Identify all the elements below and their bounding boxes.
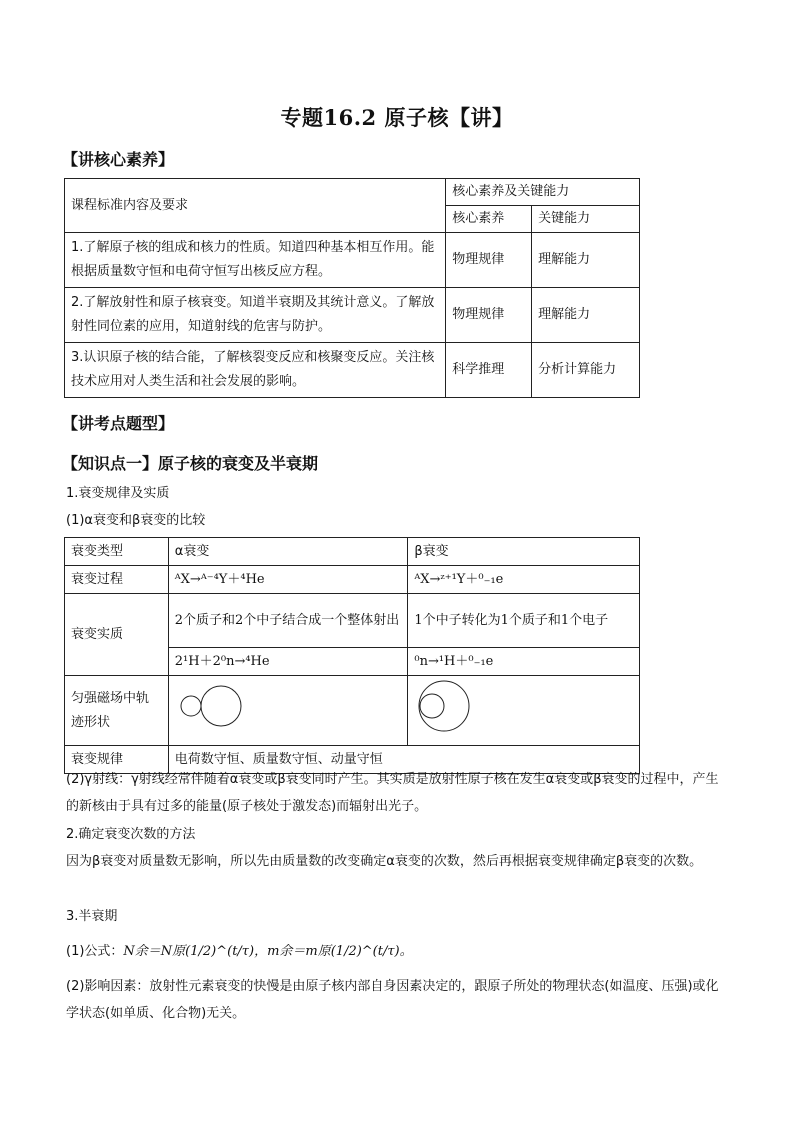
alpha-track-circles [175, 676, 265, 736]
decay-comparison-table [64, 537, 640, 774]
subheading-comparison: (1)α衰变和β衰变的比较 [66, 513, 206, 528]
table1-sub-key: 关键能力 [532, 206, 640, 233]
table1-row-requirement: 2.了解放射性和原子核衰变。知道半衰期及其统计意义。了解放射性同位素的应用，知道射线的危害与防护。 [65, 288, 446, 343]
subheading-half-life: 3.半衰期 [66, 909, 118, 924]
small-track-circle [420, 694, 444, 718]
table1-row-key: 分析计算能力 [532, 343, 640, 398]
beta-decay-equation: ᴬX→ᶻ⁺¹Y＋⁰₋₁e [408, 566, 640, 594]
table2-essence-label: 衰变实质 [65, 594, 169, 676]
half-life-formula [66, 938, 413, 965]
large-track-circle [201, 686, 241, 726]
influence-factors-paragraph: (2)影响因素：放射性元素衰变的快慢是由原子核内部自身因素决定的，跟原子所处的物理状态(如温度、压强)或化学状态(如单质、化合物)无关。 [66, 979, 719, 1021]
table1-row-core: 物理规律 [446, 233, 532, 288]
table2-law-label: 衰变规律 [65, 746, 169, 774]
table2-process-label: 衰变过程 [65, 566, 169, 594]
conservation-laws: 电荷数守恒、质量数守恒、动量守恒 [168, 746, 639, 774]
decay-count-paragraph: 因为β衰变对质量数无影响，所以先由质量数的改变确定α衰变的次数，然后再根据衰变规律确定β衰变的次数。 [66, 854, 703, 869]
table2-header-type: 衰变类型 [65, 538, 169, 566]
table1-row-key: 理解能力 [532, 288, 640, 343]
table1-row-key: 理解能力 [532, 233, 640, 288]
table1-row-requirement: 3.认识原子核的结合能，了解核裂变反应和核聚变反应。关注核技术应用对人类生活和社会发展的影响。 [65, 343, 446, 398]
gamma-ray-paragraph: (2)γ射线：γ射线经常伴随着α衰变或β衰变同时产生。其实质是放射性原子核在发生α衰变或β衰变的过程中，产生的新核由于具有过多的能量(原子核处于激发态)而辐射出光子。 [66, 772, 719, 814]
subheading-decay-rules: 1.衰变规律及实质 [66, 486, 170, 501]
small-track-circle [181, 696, 201, 716]
table1-row-core: 物理规律 [446, 288, 532, 343]
beta-track-diagram [408, 676, 640, 746]
table1-header-group: 核心素养及关键能力 [446, 179, 640, 206]
beta-essence-text: 1个中子转化为1个质子和1个电子 [408, 594, 640, 648]
beta-essence-equation: ⁰n→¹H＋⁰₋₁e [408, 648, 640, 676]
formula-expression: N余＝N原(1/2)^(t/τ)，m余＝m原(1/2)^(t/τ)。 [123, 944, 413, 959]
table2-header-alpha: α衰变 [168, 538, 408, 566]
alpha-track-diagram [168, 676, 408, 746]
table1-header-requirements: 课程标准内容及要求 [65, 179, 446, 233]
alpha-essence-text: 2个质子和2个中子结合成一个整体射出 [168, 594, 408, 648]
section-heading-topics: 【讲考点题型】 [62, 414, 175, 433]
core-literacy-table [64, 178, 640, 398]
table2-header-beta: β衰变 [408, 538, 640, 566]
knowledge-point-heading: 【知识点一】原子核的衰变及半衰期 [62, 454, 319, 473]
section-heading-core: 【讲核心素养】 [62, 150, 175, 169]
page-title: 专题16.2 原子核【讲】 [280, 105, 514, 130]
table1-row-requirement: 1.了解原子核的组成和核力的性质。知道四种基本相互作用。能根据质量数守恒和电荷守恒写出核反应方程。 [65, 233, 446, 288]
alpha-essence-equation: 2¹H＋2⁰n→⁴He [168, 648, 408, 676]
table2-track-label: 匀强磁场中轨迹形状 [65, 676, 169, 746]
formula-label: (1)公式： [66, 944, 124, 959]
table1-row-core: 科学推理 [446, 343, 532, 398]
subheading-decay-count: 2.确定衰变次数的方法 [66, 827, 196, 842]
alpha-decay-equation: ᴬX→ᴬ⁻⁴Y＋⁴He [168, 566, 408, 594]
beta-track-circles [414, 676, 504, 736]
table1-sub-core: 核心素养 [446, 206, 532, 233]
